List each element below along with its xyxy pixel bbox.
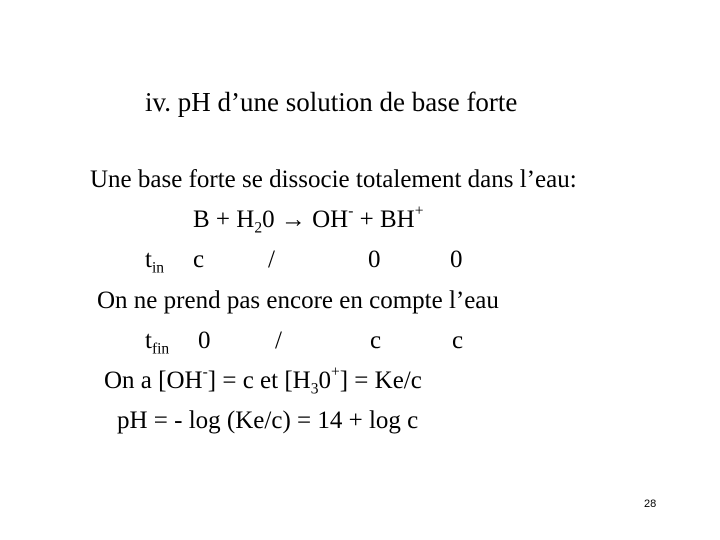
final-base: 0 xyxy=(198,327,211,354)
hydroxide-ion: OH xyxy=(305,206,349,233)
equation-zero: 0 xyxy=(262,206,281,233)
ph-formula: pH = - log (Ke/c) = 14 + log c xyxy=(117,407,419,434)
slide-title: iv. pH d’une solution de base forte xyxy=(145,87,518,117)
reaction-arrow: → xyxy=(280,206,306,233)
dissociation-equation xyxy=(193,202,424,237)
conjugate-acid-charge: + xyxy=(414,202,424,220)
intro-text: Une base forte se dissocie totalement dans l’eau: xyxy=(90,166,577,193)
initial-hydroxide: 0 xyxy=(368,246,381,273)
final-time-label: $t_{fin}$ xyxy=(145,327,170,358)
page-number: 28 xyxy=(644,498,657,510)
initial-base: c xyxy=(193,246,205,273)
initial-time-label: $t_{in}$ xyxy=(145,246,165,277)
hydronium-charge: + xyxy=(330,363,340,381)
hydroxide-charge: - xyxy=(202,363,208,381)
water-note: On ne prend pas encore en compte l’eau xyxy=(97,287,499,314)
final-hydroxide: c xyxy=(370,327,382,354)
final-water: / xyxy=(275,327,282,354)
hydronium-subscript: 3 xyxy=(310,380,319,398)
final-state-row xyxy=(0,326,720,356)
initial-state-row xyxy=(0,245,720,275)
equation-reactants: B + H xyxy=(193,206,255,233)
conjugate-acid: + BH xyxy=(353,206,415,233)
hydroxide-charge: - xyxy=(348,202,354,220)
concentration-line: On a [OH-] = c et $[H_30^+] = Ke/c$ xyxy=(104,363,422,398)
initial-conjugate-acid: 0 xyxy=(450,246,463,273)
water-subscript: 2 xyxy=(254,219,263,237)
final-conjugate-acid: c xyxy=(452,327,464,354)
initial-water: / xyxy=(268,246,275,273)
